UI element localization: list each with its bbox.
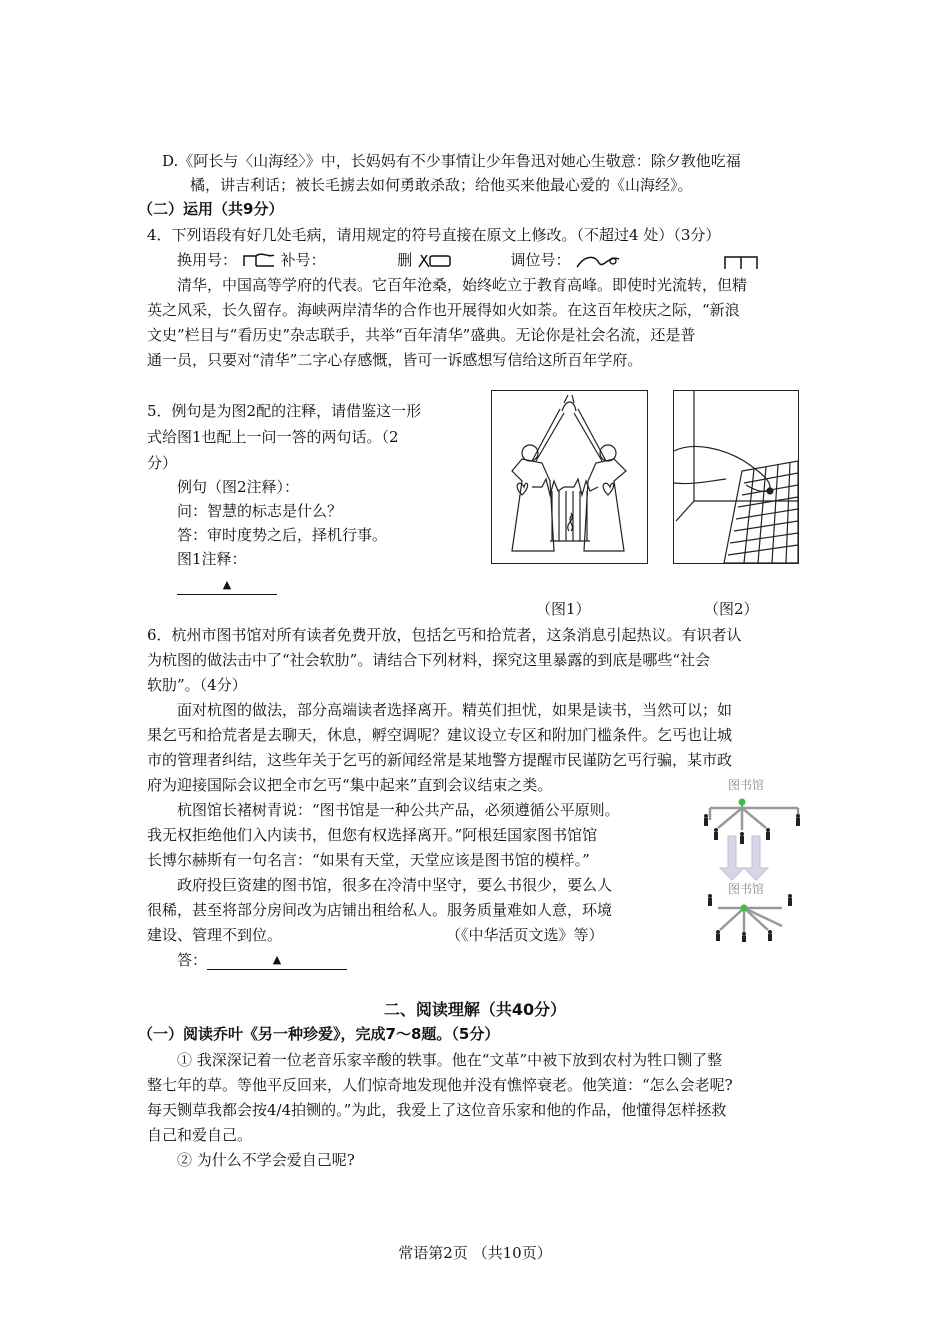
q6-material-line4: 府为迎接国际会议把全市乞丐“集中起来”直到会议结束之类。 [147,776,553,794]
q6-material-line6: 我无权拒绝他们入内读书，但您有权选择离开。”阿根廷国家图书馆馆 [147,826,598,844]
reading-1-para1-line4: 自己和爱自己。 [147,1126,253,1144]
q6-answer-label: 答： [177,951,208,969]
two-figures-illustration [492,391,647,563]
q5-stem-line3: 分） [147,454,178,472]
q6-material-line9: 很稀，甚至将部分房间改为店铺出租给私人。服务质量难如人意，环境 [147,901,613,919]
blank-marker: ▲ [207,950,347,970]
library-label-bottom: 图书馆 [728,882,765,896]
swap-symbol-icon [575,251,621,271]
reading-1-heading: （一）阅读乔叶《另一种珍爱》，完成7～8题。（5分） [138,1025,500,1043]
q6-stem-line1: 6．杭州市图书馆对所有读者免费开放，包括乞丐和拾荒者，这条消息引起热议。有识者认 [147,626,742,644]
figure-2 [673,390,799,564]
option-d-line2: 橘，讲吉利话；被长毛掳去如何勇敢杀敌；给他买来他最心爱的《山海经》。 [190,176,693,194]
q6-material-line2: 果乞丐和拾荒者是去聊天，休息，孵空调呢？建议设立专区和附加门槛条件。乞丐也让城 [147,726,733,744]
q5-question: 问：智慧的标志是什么？ [177,502,343,520]
blank-marker: ▲ [177,575,277,595]
reading-1-para1-line3: 每天铡草我都会按4/4拍铡的。”为此，我爱上了这位音乐家和他的作品，他懂得怎样拯救 [147,1101,727,1119]
q6-answer-line[interactable] [177,950,347,970]
page-footer: 常语第2页 （共10页） [398,1244,552,1262]
q4-symbols [177,251,761,271]
q6-material-line1: 面对杭图的做法，部分高端读者选择离开。精英们担忧，如果是读书，当然可以；如 [177,701,733,719]
q6-stem-line2: 为杭图的做法击中了“社会软肋”。请结合下列材料，探究这里暴露的到底是哪些“社会 [147,651,711,669]
symbol-insert-label: 补号： [280,251,326,269]
q5-example-label: 例句（图2注释）： [177,478,300,496]
q5-fig1-label: 图1注释： [177,550,247,568]
q5-stem-line2: 式给图1也配上一问一答的两句话。（2 [147,428,399,446]
library-label-top: 图书馆 [728,778,765,792]
replace-symbol-icon [242,252,276,270]
q6-material-line8: 政府投巨资建的图书馆，很多在冷清中坚守，要么书很少，要么人 [177,876,613,894]
symbol-replace-label: 换用号： [177,251,238,269]
q4-passage-line3: 文史”栏目与“看历史”杂志联手，共举“百年清华”盛典。无论你是社会名流，还是普 [147,326,696,344]
q6-stem-line3: 软肋”。（4分） [147,676,247,694]
section-2-heading: （二）运用（共9分） [138,200,284,218]
q4-passage-line1: 清华，中国高等学府的代表。它百年沧桑，始终屹立于教育高峰。即使时光流转，但精 [177,276,748,294]
reading-1-para2: ② 为什么不学会爱自己呢? [177,1151,355,1169]
q4-passage-line2: 英之风采，长久留存。海峡两岸清华的合作也开展得如火如荼。在这百年校庆之际，“新浪 [147,301,740,319]
part-2-heading: 二、阅读理解（共40分） [383,1000,567,1019]
library-diagram [700,772,810,942]
q5-answer-blank[interactable] [177,575,277,595]
q4-stem: 4．下列语段有好几处毛病，请用规定的符号直接在原文上修改。（不超过4 处）（3分） [147,226,721,244]
q6-material-line10: 建设、管理不到位。 [147,926,283,944]
q4-passage-line4: 通一员，只要对“清华”二字心存感慨，皆可一诉感想写信给这所百年学府。 [147,351,643,369]
option-d-line1: D.《阿长与〈山海经〉》中，长妈妈有不少事情让少年鲁迅对她心生敬意：除夕教他吃福 [162,152,741,170]
q6-material-line7: 长博尔赫斯有一句名言：“如果有天堂，天堂应该是图书馆的模样。” [147,851,590,869]
go-board-hand-illustration [674,391,798,563]
symbol-delete-label: 删 [397,251,413,269]
symbol-swap-label: 调位号： [510,251,571,269]
library-network-graphic [700,772,810,942]
reading-1-para1-line2: 整七年的草。等他平反回来，人们惊奇地发现他并没有憔悴衰老。他笑道：“怎么会老呢? [147,1076,733,1094]
figure-1 [491,390,648,564]
q5-answer: 答：审时度势之后，择机行事。 [177,526,388,544]
q6-material-line3: 市的管理者纠结，这些年关于乞丐的新闻经常是某地警方提醒市民谨防乞丐行骗，某市政 [147,751,733,769]
reading-1-para1-line1: ① 我深深记着一位老音乐家辛酸的轶事。他在“文革”中被下放到农村为牲口铡了整 [177,1051,723,1069]
delete-symbol-icon [417,252,453,270]
figure-1-caption: （图1） [536,600,591,618]
q6-material-line5: 杭图馆长褚树青说：“图书馆是一种公共产品，必须遵循公平原则。 [177,801,620,819]
q5-stem-line1: 5．例句是为图2配的注释，请借鉴这一形 [147,402,422,420]
figure-2-caption: （图2） [704,600,759,618]
insert-arc-icon [721,251,761,271]
q6-source: （《中华活页文选》等） [446,926,604,944]
